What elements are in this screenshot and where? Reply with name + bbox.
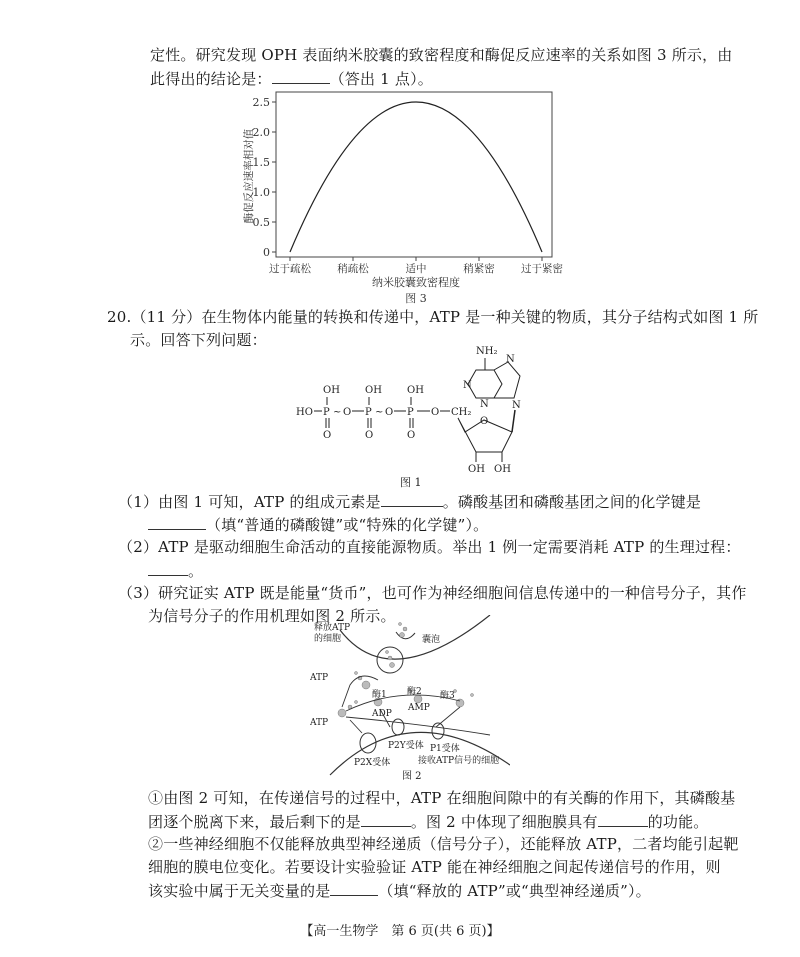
label-ring-o: O bbox=[480, 416, 489, 427]
label-p1: P bbox=[323, 407, 330, 418]
label-n1: N bbox=[463, 380, 472, 391]
p2y-receptor bbox=[392, 719, 404, 735]
q1-line-2-suffix: （填“普通的磷酸键”或“特殊的化学键”）。 bbox=[206, 516, 489, 534]
answer-blank-conclusion[interactable] bbox=[272, 67, 330, 84]
x-tick-moderate: 适中 bbox=[405, 263, 427, 275]
label-p3-o: O bbox=[407, 430, 416, 441]
q2-line-2-suffix: 。 bbox=[188, 562, 204, 580]
page-footer: 【高一生物学 第 6 页(共 6 页)】 bbox=[300, 924, 500, 939]
label-ribose-oh-1: OH bbox=[468, 464, 485, 475]
intro-line-2-prefix: 此得出的结论是： bbox=[150, 70, 272, 88]
label-enzyme-3: 酶3 bbox=[440, 691, 455, 701]
q3-line-2: 为信号分子的作用机理如图 2 所示。 bbox=[148, 607, 396, 625]
y-tick-0: 0 bbox=[263, 246, 270, 259]
y-tick-2.5: 2.5 bbox=[252, 96, 270, 109]
label-p3: P bbox=[407, 407, 414, 418]
answer-blank-elements[interactable] bbox=[381, 490, 443, 507]
q1-line-2 bbox=[148, 513, 488, 536]
q1-line-1 bbox=[118, 490, 701, 513]
label-adp: ADP bbox=[372, 709, 392, 719]
answer-blank-remaining-product[interactable] bbox=[361, 810, 411, 827]
label-nh2: NH₂ bbox=[476, 346, 498, 357]
label-ch2: CH₂ bbox=[451, 407, 472, 418]
vesicle-top bbox=[396, 632, 415, 639]
sub1-line-2 bbox=[148, 810, 709, 833]
sub1-line-2-suffix: 的功能。 bbox=[647, 813, 709, 831]
sub2-line-1: ②一些神经细胞不仅能释放典型神经递质（信号分子），还能释放 ATP，二者均能引起靶 bbox=[148, 835, 739, 853]
label-p2-o: O bbox=[365, 430, 374, 441]
chart-svg bbox=[230, 86, 590, 306]
q3-line-1: （3）研究证实 ATP 既是能量“货币”，也可作为神经细胞间信息传递中的一种信号分子，其作 bbox=[118, 584, 747, 602]
q2-line-2 bbox=[148, 559, 203, 582]
q1-line-1-suffix: 。磷酸基团和磷酸基团之间的化学键是 bbox=[442, 493, 702, 511]
label-p2-oh: OH bbox=[365, 385, 382, 396]
label-n3: N bbox=[480, 399, 489, 410]
label-p1-o: O bbox=[323, 430, 332, 441]
label-enzyme-2: 酶2 bbox=[407, 687, 422, 697]
label-tilde-2: ~ bbox=[375, 407, 384, 418]
chart-frame bbox=[276, 92, 552, 257]
atp-structure-svg bbox=[280, 340, 540, 490]
sub2-line-3-suffix: （填“释放的 ATP”或“典型神经递质”）。 bbox=[378, 882, 651, 900]
answer-blank-membrane-function[interactable] bbox=[598, 810, 648, 827]
y-tick-1.0: 1.0 bbox=[252, 186, 270, 199]
figure-2-atp-signaling bbox=[310, 615, 510, 785]
label-amp: AMP bbox=[408, 703, 430, 713]
q20-header-line-2: 示。回答下列问题： bbox=[130, 331, 267, 349]
label-tilde-1: ~ bbox=[333, 407, 342, 418]
label-vesicle: 囊泡 bbox=[422, 635, 441, 645]
sub2-line-2: 细胞的膜电位变化。若要设计实验验证 ATP 能在神经细胞之间起传递信号的作用，则 bbox=[148, 858, 721, 876]
answer-blank-atp-process[interactable] bbox=[148, 559, 188, 576]
q20-header-line-1: 20.（11 分）在生物体内能量的转换和传递中，ATP 是一种关键的物质，其分子结构式如图 1 所 bbox=[107, 308, 759, 326]
label-p1-receptor: P1受体 bbox=[430, 744, 460, 754]
label-receiving-cell: 接收ATP信号的细胞 bbox=[418, 756, 500, 766]
label-p2x-receptor: P2X受体 bbox=[354, 758, 391, 768]
label-p2: P bbox=[365, 407, 372, 418]
sub1-line-2-prefix: 团逐个脱离下来，最后剩下的是 bbox=[148, 813, 361, 831]
label-ho: HO bbox=[296, 407, 313, 418]
figure-3-chart bbox=[230, 86, 590, 306]
label-n9: N bbox=[512, 400, 521, 411]
figure-2-caption: 图 2 bbox=[402, 771, 422, 782]
y-tick-0.5: 0.5 bbox=[252, 216, 270, 229]
label-p3-oh: OH bbox=[407, 385, 424, 396]
label-n7: N bbox=[506, 354, 515, 365]
x-tick-too-dense: 过于紧密 bbox=[521, 263, 563, 275]
x-axis-label: 纳米胶囊致密程度 bbox=[372, 276, 460, 289]
x-tick-slightly-dense: 稍紧密 bbox=[463, 263, 495, 275]
x-tick-too-loose: 过于疏松 bbox=[269, 263, 311, 275]
intro-line-2-suffix: （答出 1 点）。 bbox=[329, 70, 433, 88]
figure-1-caption: 图 1 bbox=[400, 476, 422, 489]
label-ribose-oh-2: OH bbox=[494, 464, 511, 475]
answer-blank-irrelevant-variable[interactable] bbox=[330, 879, 378, 896]
receiving-cell-membrane bbox=[330, 732, 510, 775]
label-enzyme-1: 酶1 bbox=[372, 690, 387, 700]
releasing-cell-membrane bbox=[340, 615, 490, 659]
sub1-line-2-mid: 。图 2 中体现了细胞膜具有 bbox=[410, 813, 598, 831]
chart-curve bbox=[290, 102, 542, 252]
label-o-bridge-2: O bbox=[385, 407, 394, 418]
sub2-line-3-prefix: 该实验中属于无关变量的是 bbox=[148, 882, 331, 900]
y-tick-2.0: 2.0 bbox=[252, 126, 270, 139]
label-o-bridge-3: O bbox=[431, 407, 440, 418]
atp-signaling-svg bbox=[310, 615, 510, 785]
label-release-cell-2: 的细胞 bbox=[314, 634, 342, 644]
q1-line-1-prefix: （1）由图 1 可知，ATP 的组成元素是 bbox=[118, 493, 381, 511]
label-p1-oh: OH bbox=[323, 385, 340, 396]
label-atp-bottom: ATP bbox=[310, 718, 329, 728]
figure-1-atp-structure bbox=[280, 340, 540, 490]
label-atp-top: ATP bbox=[310, 673, 329, 683]
x-tick-slightly-loose: 稍疏松 bbox=[337, 263, 369, 275]
sub2-line-3 bbox=[148, 879, 651, 902]
label-p2y-receptor: P2Y受体 bbox=[388, 741, 424, 751]
label-release-cell-1: 释放ATP bbox=[314, 623, 351, 633]
y-tick-1.5: 1.5 bbox=[252, 156, 270, 169]
sub1-line-1: ①由图 2 可知，在传递信号的过程中，ATP 在细胞间隙中的有关酶的作用下，其磷酸基 bbox=[148, 789, 736, 807]
y-axis-label: 酶促反应速率相对值 bbox=[243, 128, 255, 224]
label-o-bridge-1: O bbox=[343, 407, 352, 418]
intro-line-1: 定性。研究发现 OPH 表面纳米胶囊的致密程度和酶促反应速率的关系如图 3 所示，由 bbox=[150, 46, 733, 64]
answer-blank-bond-type[interactable] bbox=[148, 513, 206, 530]
q2-line-1: （2）ATP 是驱动细胞生命活动的直接能源物质。举出 1 例一定需要消耗 ATP 的生理过程： bbox=[118, 538, 741, 556]
figure-3-caption: 图 3 bbox=[405, 292, 427, 305]
